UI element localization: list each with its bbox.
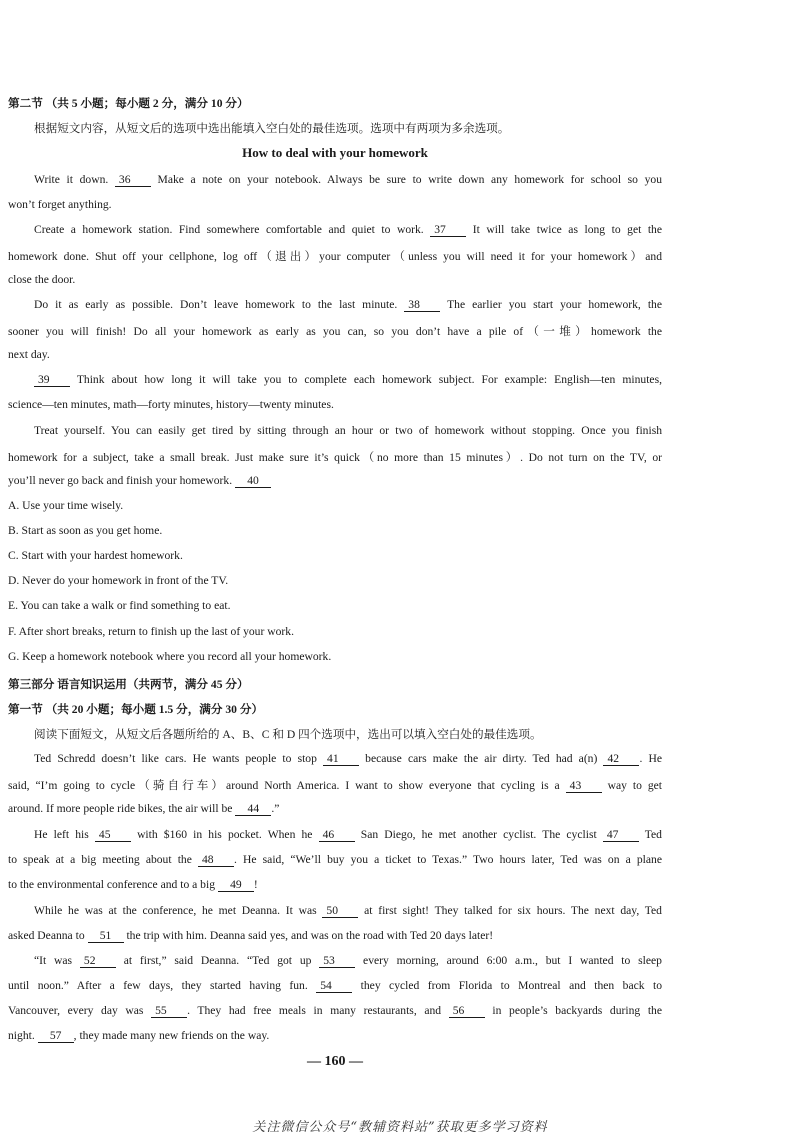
paragraph-line: asked Deanna to 51 the trip with him. Deanna said yes, and was on the road with Ted 20 days later!: [8, 929, 494, 942]
paragraph-line: homework done. Shut off your cellphone, log off（退出）your computer（unless you will need it for your homework）and: [8, 250, 662, 263]
answer-blank: 42: [603, 753, 639, 766]
part-heading: 第三部分 语言知识运用（共两节，满分 45 分）: [8, 678, 249, 691]
section-instruction: 阅读下面短文，从短文后各题所给的 A、B、C 和 D 四个选项中，选出可以填入空白处的最佳选项。: [34, 728, 542, 741]
paragraph-line: Create a homework station. Find somewhere comfortable and quiet to work. 37 It will take twice as long to get the: [34, 223, 662, 236]
paragraph-line: Vancouver, every day was 55 . They had free meals in many restaurants, and 56 in people’s backyards during the: [8, 1004, 662, 1017]
option-e: E. You can take a walk or find something to eat.: [8, 599, 231, 612]
answer-blank: 41: [323, 753, 359, 766]
answer-blank: 39: [34, 374, 70, 387]
paragraph-line: While he was at the conference, he met Deanna. It was 50 at first sight! They talked for six hours. The next day, Ted: [34, 904, 662, 917]
answer-blank: 40: [235, 475, 271, 488]
paragraph-line: sooner you will finish! Do all your homework as early as you can, so you don’t have a pile of（一堆）homework the: [8, 325, 662, 338]
answer-blank: 55: [151, 1005, 187, 1018]
paragraph-line: Treat yourself. You can easily get tired by sitting through an hour or two of homework without stopping. Once you finish: [34, 424, 662, 437]
option-f: F. After short breaks, return to finish up the last of your work.: [8, 625, 294, 638]
option-d: D. Never do your homework in front of the TV.: [8, 574, 229, 587]
answer-blank: 56: [449, 1005, 485, 1018]
answer-blank: 54: [316, 980, 352, 993]
answer-blank: 48: [198, 854, 234, 867]
answer-blank: 38: [404, 299, 440, 312]
answer-blank: 45: [95, 829, 131, 842]
option-a: A. Use your time wisely.: [8, 499, 124, 512]
page-number: — 160 —: [307, 1054, 363, 1069]
paragraph-line: to the environmental conference and to a big 49 !: [8, 878, 258, 891]
answer-blank: 57: [38, 1030, 74, 1043]
answer-blank: 37: [430, 224, 466, 237]
section-instruction: 根据短文内容，从短文后的选项中选出能填入空白处的最佳选项。选项中有两项为多余选项。: [34, 122, 510, 135]
footer-note: 关注微信公众号“教辅资料站”获取更多学习资料: [252, 1120, 548, 1135]
option-c: C. Start with your hardest homework.: [8, 549, 183, 562]
answer-blank: 47: [603, 829, 639, 842]
answer-blank: 44: [235, 803, 271, 816]
paragraph-line: next day.: [8, 348, 50, 361]
paragraph-line: around. If more people ride bikes, the air will be 44 .”: [8, 802, 280, 815]
paragraph-line: said, “I’m going to cycle（骑自行车）around North America. I want to show everyone that cycling is a 43 way to get: [8, 779, 662, 792]
paragraph-line: close the door.: [8, 273, 76, 286]
paragraph-line: “It was 52 at first,” said Deanna. “Ted got up 53 every morning, around 6:00 a.m., but I wanted to sleep: [34, 954, 662, 967]
answer-blank: 43: [566, 780, 602, 793]
paragraph-line: 39 Think about how long it will take you to complete each homework subject. For example: English—ten minutes,: [34, 373, 662, 387]
paragraph-line: Ted Schredd doesn’t like cars. He wants people to stop 41 because cars make the air dirty. Ted had a(n) 42 . He: [34, 752, 662, 765]
paragraph-line: won’t forget anything.: [8, 198, 112, 211]
answer-blank: 36: [115, 174, 151, 187]
paragraph-line: until noon.” After a few days, they started having fun. 54 they cycled from Florida to Montreal and then back to: [8, 979, 663, 992]
paragraph-line: homework for a subject, take a small break. Just make sure it’s quick（no more than 15 minutes）. Do not turn on the TV, or: [8, 451, 662, 464]
answer-blank: 53: [319, 955, 355, 968]
option-g: G. Keep a homework notebook where you record all your homework.: [8, 650, 332, 663]
answer-blank: 49: [218, 879, 254, 892]
paragraph-line: Do it as early as possible. Don’t leave homework to the last minute. 38 The earlier you start your homework, the: [34, 298, 662, 311]
answer-blank: 51: [88, 930, 124, 943]
paragraph-line: you’ll never go back and finish your homework. 40: [8, 474, 662, 488]
passage-title: How to deal with your homework: [242, 145, 428, 160]
paragraph-line: Write it down. 36 Make a note on your notebook. Always be sure to write down any homework for school so you: [34, 173, 662, 186]
paragraph-line: to speak at a big meeting about the 48 . He said, “We’ll buy you a ticket to Texas.” Two hours later, Ted was on a plane: [8, 853, 662, 866]
paragraph-line: He left his 45 with $160 in his pocket. When he 46 San Diego, he met another cyclist. The cyclist 47 Ted: [34, 828, 662, 841]
option-b: B. Start as soon as you get home.: [8, 524, 163, 537]
paragraph-line: night. 57 , they made many new friends on the way.: [8, 1029, 270, 1042]
paragraph-line: science—ten minutes, math—forty minutes, history—twenty minutes.: [8, 398, 334, 411]
subsection-heading: 第一节 （共 20 小题；每小题 1.5 分，满分 30 分）: [8, 703, 264, 716]
answer-blank: 52: [80, 955, 116, 968]
section-heading: 第二节 （共 5 小题；每小题 2 分，满分 10 分）: [8, 97, 249, 110]
answer-blank: 50: [322, 905, 358, 918]
answer-blank: 46: [319, 829, 355, 842]
